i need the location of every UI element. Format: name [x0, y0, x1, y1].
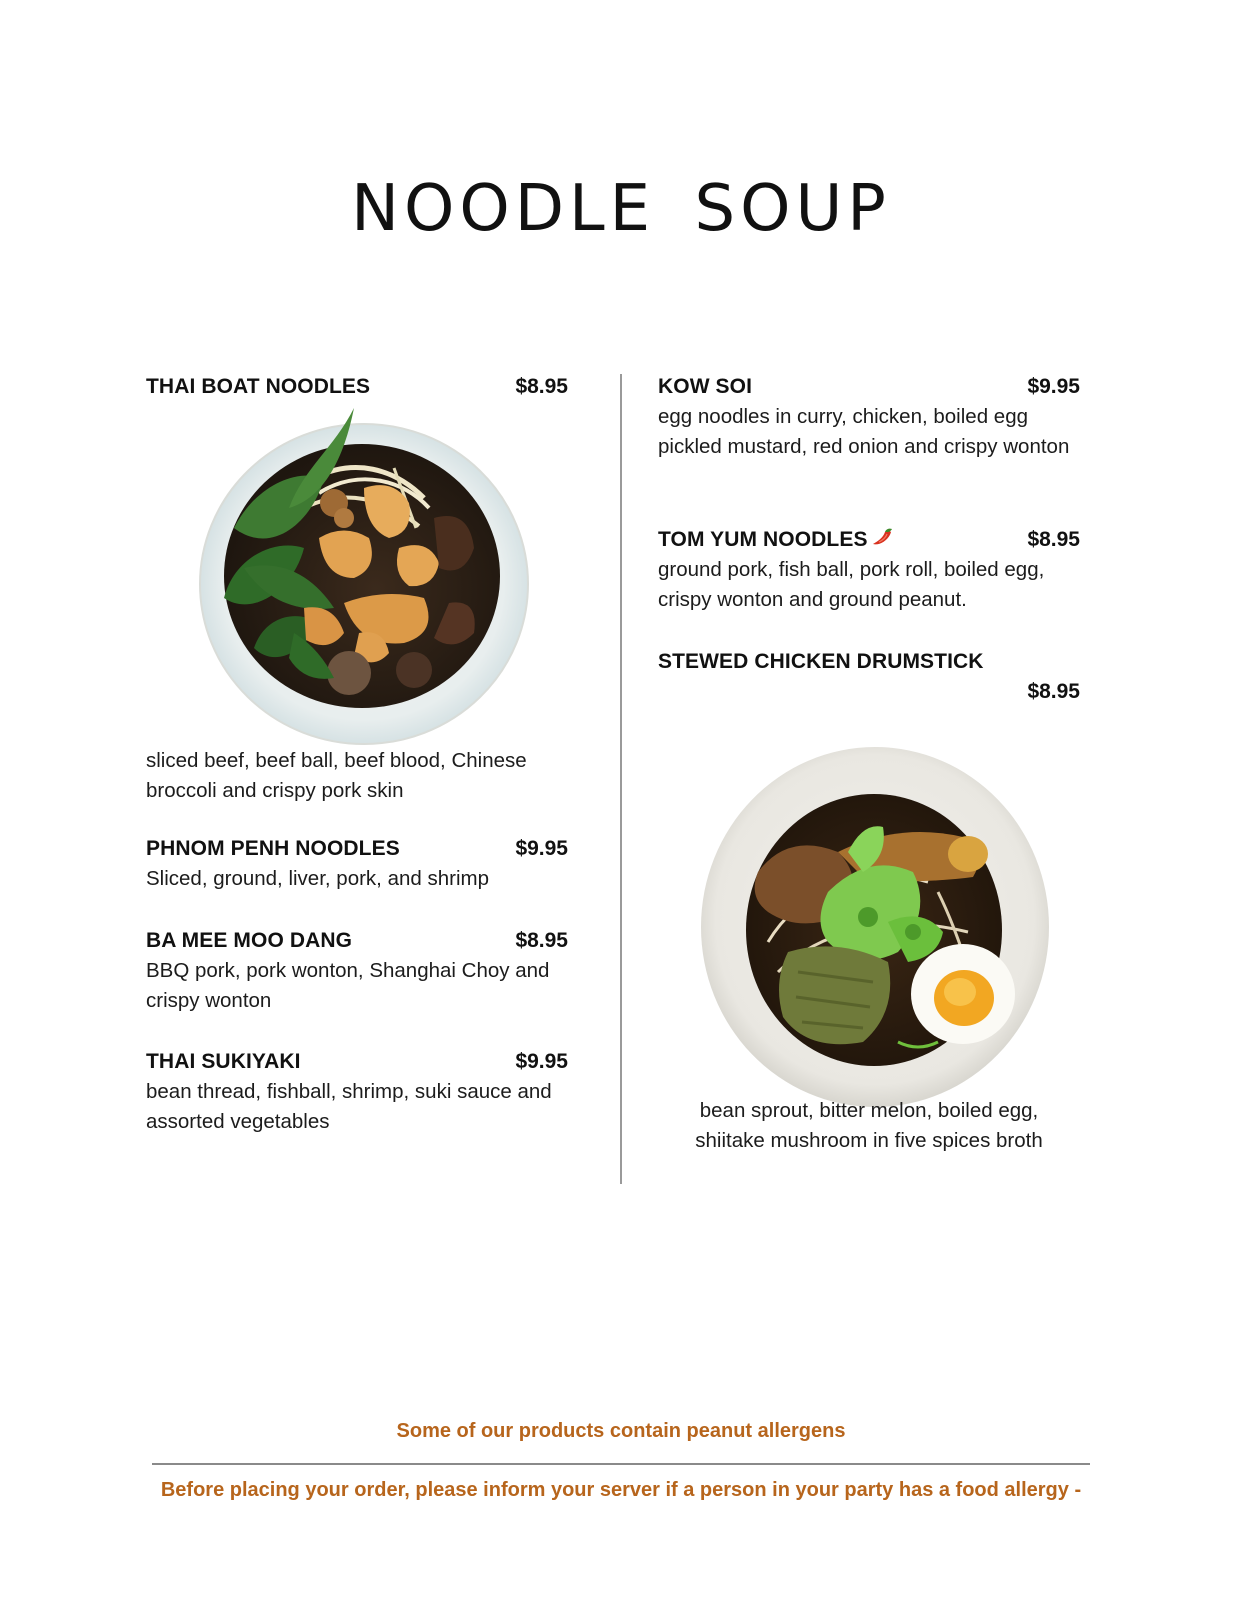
menu-item-description: egg noodles in curry, chicken, boiled egg pickled mustard, red onion and crispy wonton	[658, 405, 1070, 458]
menu-item-price: $8.95	[515, 375, 568, 398]
menu-item-stewed-chicken-drumstick-desc	[658, 1096, 1080, 1156]
menu-item-price: $9.95	[1027, 375, 1080, 398]
menu-item-description: ground pork, fish ball, pork roll, boiled egg, crispy wonton and ground peanut.	[658, 558, 1045, 611]
menu-item-header	[658, 647, 1080, 677]
menu-item-price: $9.95	[515, 837, 568, 860]
chili-pepper-icon	[869, 526, 895, 548]
menu-item-description: sliced beef, beef ball, beef blood, Chinese broccoli and crispy pork skin	[146, 749, 527, 802]
menu-item-description: BBQ pork, pork wonton, Shanghai Choy and crispy wonton	[146, 959, 550, 1012]
menu-item-name: PHNOM PENH NOODLES	[146, 837, 400, 860]
menu-item-thai-boat-noodles-desc	[146, 746, 568, 806]
allergen-notice: Some of our products contain peanut allergens	[396, 1420, 846, 1442]
menu-item-price: $9.95	[515, 1050, 568, 1073]
menu-item-header	[146, 926, 568, 956]
menu-item-name: TOM YUM NOODLES	[658, 528, 868, 551]
menu-item-tom-yum-noodles	[658, 525, 1080, 615]
thai-boat-noodles-image	[194, 408, 530, 748]
menu-item-name: STEWED CHICKEN DRUMSTICK	[658, 650, 984, 673]
footer-divider	[152, 1463, 1090, 1465]
menu-item-price: $8.95	[1027, 528, 1080, 551]
menu-item-name: BA MEE MOO DANG	[146, 929, 353, 952]
menu-item-thai-boat-noodles	[146, 372, 568, 402]
menu-item-name-wrap	[658, 525, 895, 555]
menu-item-header	[658, 525, 1080, 555]
column-divider	[620, 374, 622, 1184]
stewed-chicken-drumstick-image	[698, 742, 1052, 1112]
menu-item-phnom-penh-noodles	[146, 834, 568, 894]
menu-item-description: bean thread, fishball, shrimp, suki sauce and assorted vegetables	[146, 1080, 552, 1133]
menu-item-thai-sukiyaki	[146, 1047, 568, 1137]
menu-item-name: KOW SOI	[658, 375, 753, 398]
menu-item-price: $8.95	[515, 929, 568, 952]
right-column	[658, 0, 1080, 1602]
menu-item-stewed-chicken-drumstick	[658, 647, 1080, 707]
menu-item-header	[146, 372, 568, 402]
menu-item-name: THAI SUKIYAKI	[146, 1050, 301, 1073]
menu-item-description: Sliced, ground, liver, pork, and shrimp	[146, 867, 489, 890]
page-title: NOODLE SOUP	[351, 172, 891, 246]
menu-item-ba-mee-moo-dang	[146, 926, 568, 1016]
left-column	[146, 0, 568, 1602]
menu-item-header	[658, 372, 1080, 402]
menu-item-name: THAI BOAT NOODLES	[146, 375, 371, 398]
menu-item-header	[146, 1047, 568, 1077]
menu-item-header	[146, 834, 568, 864]
menu-item-price: $8.95	[1027, 680, 1080, 703]
allergy-warning: Before placing your order, please inform your server if a person in your party has a food allergy -	[160, 1479, 1082, 1501]
menu-item-kow-soi	[658, 372, 1080, 462]
menu-item-description: bean sprout, bitter melon, boiled egg, shiitake mushroom in five spices broth	[695, 1099, 1043, 1152]
